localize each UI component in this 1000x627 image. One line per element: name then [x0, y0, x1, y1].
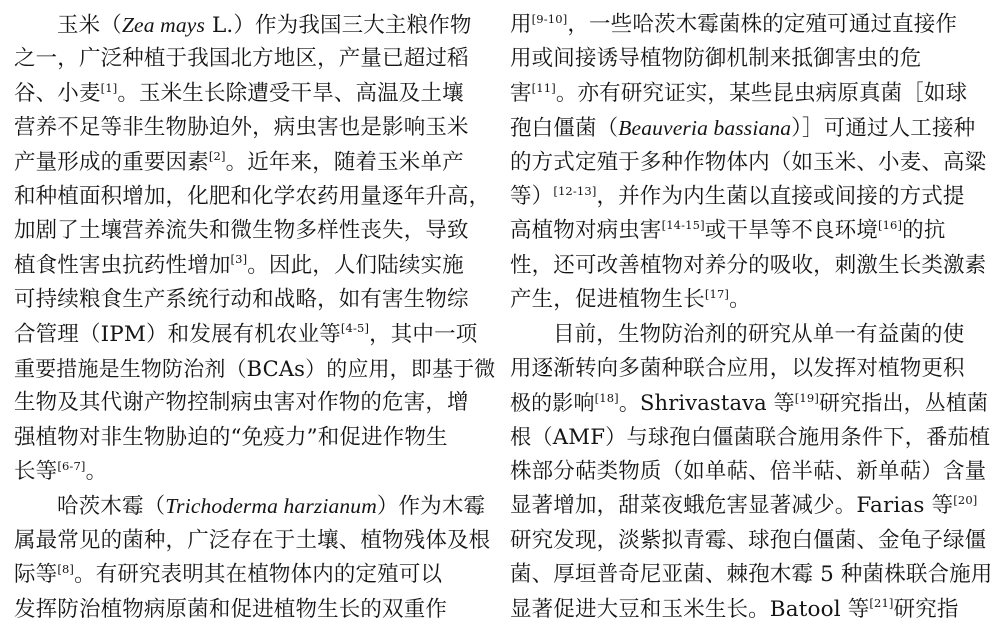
- text-line: [510, 8, 992, 42]
- text-run: 际等: [14, 562, 58, 588]
- text-line: [510, 593, 992, 627]
- text-line: [14, 111, 496, 145]
- text-run: 研究指: [893, 596, 959, 622]
- text-run: 显著增加，甜菜夜蛾危害显著减少。Farias 等: [510, 493, 954, 519]
- citation-ref: [14-15]: [661, 218, 705, 233]
- text-run: 或干旱等不良环境: [704, 218, 878, 244]
- text-run: 长等: [14, 459, 58, 485]
- text-run: 加剧了土壤营养流失和微生物多样性丧失，导致: [14, 218, 469, 244]
- text-line: [510, 318, 992, 352]
- text-run: 。近年来，随着玉米单产: [225, 149, 464, 175]
- text-run: 研究指出，丛植菌: [819, 391, 989, 416]
- text-line: [510, 283, 992, 317]
- text-run: 的抗: [902, 218, 946, 244]
- text-run: 极的影响: [510, 391, 595, 416]
- text-run: ，一些哈茨木霉菌株的定殖可通过直接作: [567, 12, 958, 37]
- text-run: 目前，生物防治剂的研究从单一有益菌的使: [553, 321, 965, 347]
- citation-ref: [12-13]: [553, 183, 597, 198]
- citation-ref: [1]: [100, 80, 118, 95]
- text-run: 合管理（IPM）和发展有机农业等: [14, 321, 341, 347]
- text-run: 害: [510, 80, 532, 106]
- text-run: 菌、厚垣普奇尼亚菌、棘孢木霉 5 种菌株联合施用: [510, 562, 992, 588]
- text-line: [14, 318, 496, 352]
- text-run: 重要措施是生物防治剂（BCAs）的应用，即基于微: [14, 356, 496, 381]
- text-line: [14, 352, 496, 386]
- text-line: [14, 489, 496, 523]
- text-run: L.）作为我国三大主粮作物: [204, 13, 472, 38]
- text-line: [510, 489, 992, 523]
- text-run: 生物及其代谢产物控制病虫害对作物的危害，增: [14, 390, 469, 416]
- text-line: [14, 283, 496, 317]
- text-run: 显著促进大豆和玉米生长。Batool 等: [510, 596, 870, 622]
- text-run: 产生，促进植物生长: [510, 287, 705, 313]
- text-run: 谷、小麦: [14, 80, 101, 106]
- text-run: 株部分萜类物质（如单萜、倍半萜、新单萜）含量: [510, 459, 987, 485]
- text-line: [14, 214, 496, 248]
- text-line: [510, 558, 992, 592]
- text-run: 和种植面积增加，化肥和化学农药用量逐年升高，: [14, 183, 491, 209]
- text-run: ，其中一项: [369, 321, 478, 347]
- text-run: 可持续粮食生产系统行动和战略，如有害生物综: [14, 287, 469, 313]
- text-line: [510, 77, 992, 111]
- text-run: 用逐渐转向多菌种联合应用，以发挥对植物更积: [510, 355, 965, 381]
- species-name: Trichoderma harzianum: [165, 494, 377, 519]
- text-run: 属最常见的菌种，广泛存在于土壤、植物残体及根: [14, 527, 491, 553]
- citation-ref: [8]: [57, 561, 75, 576]
- citation-ref: [16]: [877, 218, 903, 233]
- text-run: 性，还可改善植物对养分的吸收，刺激生长类激素: [510, 252, 987, 278]
- text-line: [14, 386, 496, 420]
- text-run: ，并作为内生菌以直接或间接的方式提: [596, 183, 965, 209]
- citation-ref: [2]: [208, 149, 226, 164]
- right-column: [510, 8, 992, 627]
- text-line: [14, 42, 496, 76]
- species-name: Zea mays: [121, 13, 205, 37]
- species-name: Beauveria bassiana: [618, 116, 792, 141]
- text-run: 用: [510, 12, 532, 37]
- text-line: [14, 455, 496, 489]
- text-run: 。: [729, 287, 751, 313]
- text-line: [14, 421, 496, 455]
- text-line: [510, 214, 992, 248]
- text-run: 哈茨木霉（: [57, 494, 166, 520]
- text-run: 等）: [510, 183, 554, 209]
- text-run: 。有研究表明其在植物体内的定殖可以: [74, 562, 443, 588]
- citation-ref: [3]: [230, 252, 248, 267]
- text-line: [510, 111, 992, 145]
- text-run: 。Shrivastava 等: [618, 391, 795, 416]
- text-line: [510, 249, 992, 283]
- citation-ref: [11]: [531, 80, 556, 95]
- text-run: 高植物对病虫害: [510, 218, 662, 244]
- text-line: [14, 524, 496, 558]
- text-run: 根（AMF）与球孢白僵菌联合施用条件下，番茄植: [510, 424, 991, 450]
- text-run: 玉米（: [57, 13, 122, 38]
- citation-ref: [19]: [794, 391, 819, 406]
- citation-ref: [6-7]: [57, 458, 86, 473]
- text-run: ）作为木霉: [376, 494, 486, 520]
- text-line: [14, 249, 496, 283]
- text-line: [510, 42, 992, 76]
- left-column: [14, 8, 496, 627]
- citation-ref: [4-5]: [340, 321, 370, 336]
- text-line: [14, 77, 496, 111]
- text-line: [510, 146, 992, 180]
- text-line: [510, 352, 992, 386]
- text-run: 。玉米生长除遭受干旱、高温及土壤: [117, 80, 464, 106]
- text-line: [510, 421, 992, 455]
- text-run: 孢白僵菌（: [510, 116, 619, 142]
- text-run: 产量形成的重要因素: [14, 149, 209, 175]
- text-line: [14, 8, 496, 42]
- text-run: 营养不足等非生物胁迫外，病虫害也是影响玉米: [14, 115, 469, 141]
- text-run: 植食性害虫抗药性增加: [14, 252, 231, 278]
- text-run: 之一，广泛种植于我国北方地区，产量已超过稻: [14, 46, 469, 72]
- text-run: 强植物对非生物胁迫的“免疫力”和促进作物生: [14, 424, 448, 450]
- text-line: [14, 593, 496, 627]
- citation-ref: [21]: [869, 596, 894, 611]
- text-line: [14, 146, 496, 180]
- citation-ref: [17]: [704, 286, 730, 301]
- text-run: 。亦有研究证实，某些昆虫病原真菌［如球: [555, 80, 968, 106]
- text-line: [14, 558, 496, 592]
- text-run: 用或间接诱导植物防御机制来抵御害虫的危: [510, 46, 922, 72]
- citation-ref: [20]: [953, 493, 978, 508]
- text-line: [510, 455, 992, 489]
- text-run: 。因此，人们陆续实施: [247, 252, 464, 278]
- text-run: ）］可通过人工接种: [791, 116, 976, 142]
- text-line: [510, 386, 992, 420]
- citation-ref: [18]: [594, 391, 619, 406]
- text-line: [510, 180, 992, 214]
- text-run: 研究发现，淡紫拟青霉、球孢白僵菌、金龟子绿僵: [510, 527, 987, 553]
- text-line: [14, 180, 496, 214]
- text-run: 。: [85, 459, 108, 485]
- text-run: 的方式定殖于多种作物体内（如玉米、小麦、高粱: [510, 149, 987, 175]
- citation-ref: [9-10]: [531, 11, 568, 26]
- text-run: 发挥防治植物病原菌和促进植物生长的双重作: [14, 596, 448, 622]
- text-line: [510, 524, 992, 558]
